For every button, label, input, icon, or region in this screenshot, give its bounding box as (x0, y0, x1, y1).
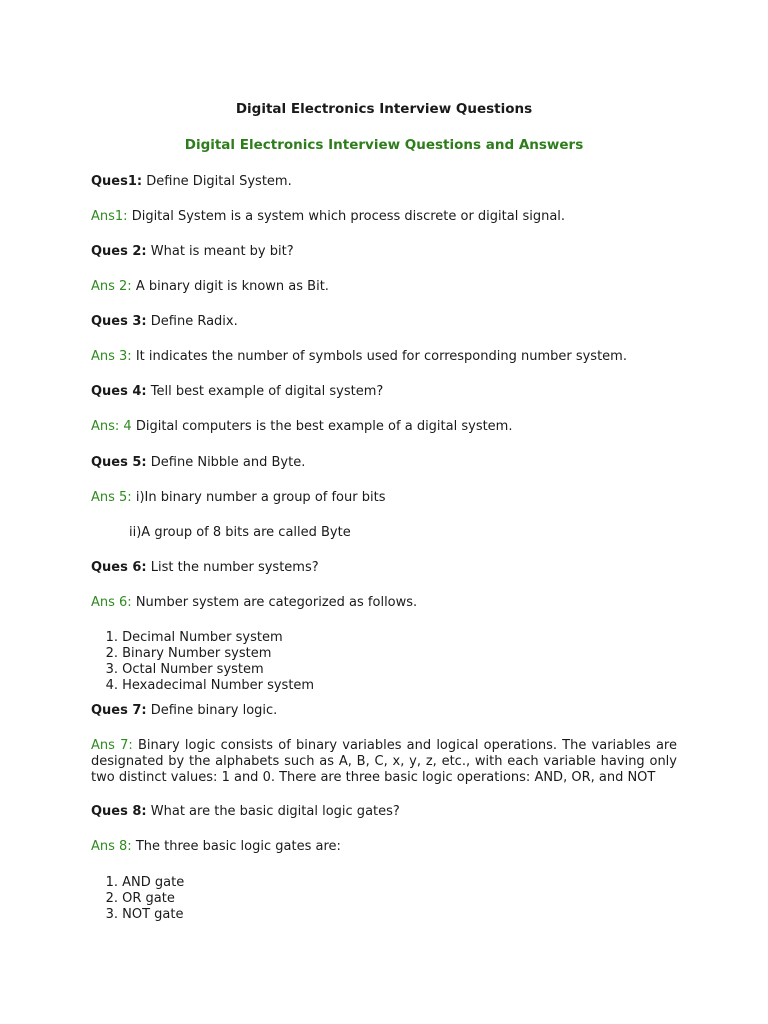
answer-3 (91, 349, 627, 365)
answer-label: Ans 3: (91, 349, 132, 364)
list-item-number: 3. (105, 907, 118, 922)
question-label: Ques 4: (91, 384, 147, 399)
question-label: Ques 6: (91, 560, 147, 575)
answer-text: Digital computers is the best example of a digital system. (131, 419, 513, 434)
question-label: Ques 5: (91, 455, 147, 470)
question-label: Ques 2: (91, 244, 147, 259)
answer-4 (91, 419, 512, 435)
question-text: List the number systems? (146, 560, 319, 575)
list-item-text: Binary Number system (122, 646, 272, 661)
answer-label: Ans 5: (91, 490, 132, 505)
question-2 (91, 244, 294, 260)
list-item-text: AND gate (122, 875, 185, 890)
answer-text: i)In binary number a group of four bits (131, 490, 386, 505)
list-item-number: 2. (105, 891, 118, 906)
question-3 (91, 314, 238, 330)
question-label: Ques1: (91, 174, 143, 189)
list-item-text: NOT gate (122, 907, 184, 922)
answer-text: The three basic logic gates are: (131, 839, 341, 854)
list-item-text: Decimal Number system (122, 630, 283, 645)
list-item (91, 678, 314, 694)
list-item-number: 1. (105, 875, 118, 890)
list-item-number: 4. (105, 678, 118, 693)
list-item-number: 1. (105, 630, 118, 645)
question-5 (91, 455, 305, 471)
page-title: Digital Electronics Interview Questions (235, 101, 533, 117)
answer-text: It indicates the number of symbols used for corresponding number system. (131, 349, 627, 364)
answer-label: Ans 7: (91, 738, 133, 753)
list-item (91, 646, 314, 662)
question-text: Define Nibble and Byte. (146, 455, 306, 470)
question-8 (91, 804, 400, 820)
list-item-text: Hexadecimal Number system (122, 678, 315, 693)
list-item-text: OR gate (122, 891, 175, 906)
answer-label: Ans: 4 (91, 419, 132, 434)
list-item-text: Octal Number system (122, 662, 264, 677)
answer-label: Ans 8: (91, 839, 132, 854)
answer-8 (91, 839, 341, 855)
answer-text: Number system are categorized as follows. (131, 595, 418, 610)
question-text: What is meant by bit? (146, 244, 294, 259)
number-systems-list (91, 630, 314, 694)
answer-7 (91, 738, 677, 786)
question-text: Define binary logic. (146, 703, 278, 718)
question-6 (91, 560, 319, 576)
list-item (91, 875, 184, 891)
list-item-number: 3. (105, 662, 118, 677)
question-text: Define Digital System. (142, 174, 292, 189)
question-label: Ques 8: (91, 804, 147, 819)
question-text: What are the basic digital logic gates? (146, 804, 400, 819)
answer-1 (91, 209, 565, 225)
answer-label: Ans1: (91, 209, 128, 224)
list-item (91, 891, 184, 907)
list-item (91, 662, 314, 678)
answer-label: Ans 6: (91, 595, 132, 610)
list-item-number: 2. (105, 646, 118, 661)
list-item (91, 630, 314, 646)
answer-5-continuation: ii)A group of 8 bits are called Byte (129, 525, 351, 540)
question-text: Define Radix. (146, 314, 238, 329)
question-7 (91, 703, 277, 719)
question-label: Ques 7: (91, 703, 147, 718)
answer-6 (91, 595, 417, 611)
answer-text: Digital System is a system which process discrete or digital signal. (127, 209, 566, 224)
list-item (91, 907, 184, 923)
question-text: Tell best example of digital system? (146, 384, 384, 399)
page-subtitle: Digital Electronics Interview Questions and Answers (184, 137, 584, 153)
question-4 (91, 384, 383, 400)
answer-2 (91, 279, 329, 295)
answer-5 (91, 490, 385, 506)
answer-label: Ans 2: (91, 279, 132, 294)
answer-text: Binary logic consists of binary variables and logical operations. The variables are designated by the alphabets such as A, B, C, x, y, z, etc., with each variable having only two distinct values: 1 and 0. There are three basic logic operations: AND, OR, and NOT (91, 738, 677, 785)
answer-text: A binary digit is known as Bit. (131, 279, 329, 294)
logic-gates-list (91, 875, 184, 923)
question-label: Ques 3: (91, 314, 147, 329)
question-1 (91, 174, 292, 190)
